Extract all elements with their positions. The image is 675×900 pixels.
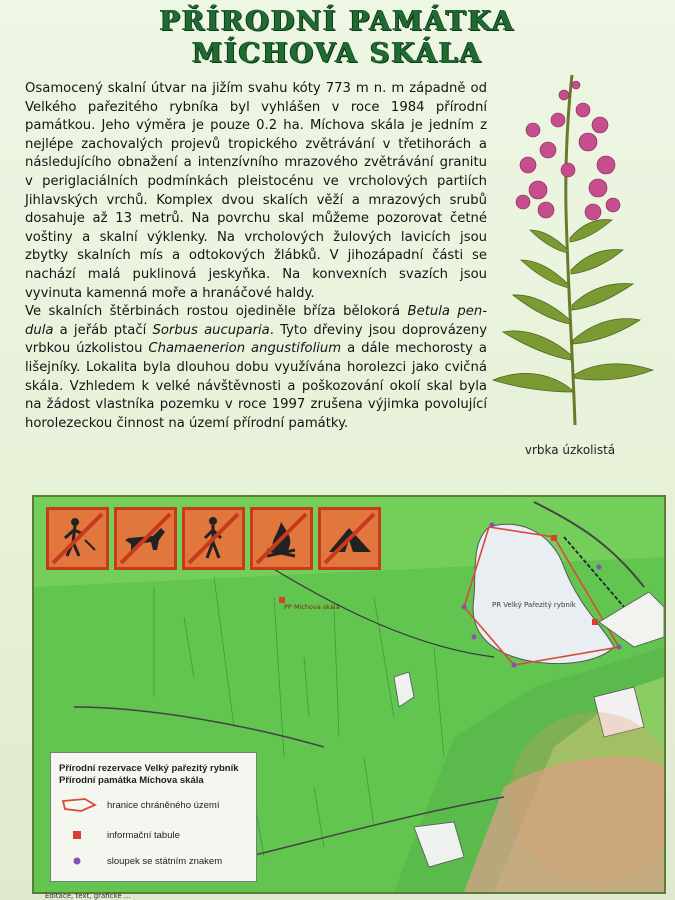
legend-row-boundary bbox=[59, 797, 220, 813]
p2-text-b: a jeřáb ptačí bbox=[53, 322, 153, 338]
prohibition-signs bbox=[46, 507, 381, 573]
legend-row-info-board bbox=[59, 827, 180, 843]
post-symbol-icon bbox=[59, 853, 99, 869]
no-climbing-icon bbox=[46, 507, 109, 570]
legend-label-info-board: informační tabule bbox=[107, 829, 180, 841]
title-line-1: PŘÍRODNÍ PAMÁTKA bbox=[159, 6, 516, 37]
info-board-symbol-icon bbox=[59, 827, 99, 843]
no-dogs-icon bbox=[114, 507, 177, 570]
area-map bbox=[32, 495, 666, 894]
legend-header bbox=[59, 763, 239, 787]
boundary-symbol-icon bbox=[59, 797, 99, 813]
latin-sorbus: Sorbus aucuparia bbox=[152, 322, 270, 338]
paragraph-1: Osamocený skalní útvar na jižím svahu kóty 773 m n. m západně od Velkého pařezitého rybníka byl vyhlášen v roce 1984 přírodní památkou. Jeho výměra je pouze 0.2 ha. Míchova skála je jedním z nejlépe zachovalých projevů tropického zvětrávání v třetihorách a následujícího obnažení a intenzívního mrazového zvětrávání granitu v periglaciálních podmínkách pleistocénu ve vrcholových partiích Jihlavských vrchů. Komplex dvou skalích věží a mrazových srubů dosahuje až 13 metrů. Na povrchu skal můžeme pozorovat četné voštiny a skalní výklenky. Na vrcholových žulových lavicích jsou zbytky skalních mís a odtokových žlábků. V jihozápadní části se nachází malá puklinová jeskyňka. Na konvexních svazích jsou vyvinuta kamenná moře a hranáčové haldy. bbox=[25, 81, 487, 301]
no-fire-icon bbox=[250, 507, 313, 570]
legend-row-post bbox=[59, 853, 222, 869]
p2-text-c: . Tyto dřeviny jsou doprovázeny vrbkou úzkolistou bbox=[25, 322, 487, 357]
latin-chamaenerion: Chamaenerion angustifolium bbox=[148, 341, 342, 357]
rock-label: PP Míchova skála bbox=[284, 603, 340, 611]
fireweed-illustration bbox=[488, 70, 658, 440]
paragraph-2 bbox=[25, 303, 487, 433]
p2-text-d: a dále mechorosty a lišejníky. Lokalita byla dlouhou dobu využívána horolezci jako cvičná skála. Vzhledem k velké návštěvnosti a poškozování okolí skal byla na žádost vlastníka pozemku v roce 1997 zrušena výjimka povolující horolezeckou činnost na území přírodní památky. bbox=[25, 341, 488, 431]
no-leaving-path-icon bbox=[182, 507, 245, 570]
legend-label-boundary: hranice chráněného území bbox=[107, 799, 220, 811]
footer-credits: Editace, text, grafické ... bbox=[45, 892, 131, 900]
description-text bbox=[25, 80, 487, 433]
legend-header-line-2: Přírodní památka Míchova skála bbox=[59, 775, 204, 786]
p2-text-a: Ve skalních štěrbinách rostou ojediněle bříza bělokorá bbox=[25, 304, 408, 320]
pond-label: PR Velký Pařezitý rybník bbox=[492, 601, 576, 609]
legend-header-line-1: Přírodní rezervace Velký pařezitý rybník bbox=[59, 763, 239, 774]
legend-label-post: sloupek se státním znakem bbox=[107, 855, 223, 867]
map-legend bbox=[50, 752, 257, 882]
latin-betula: Betula pen-dula bbox=[25, 304, 487, 338]
title-line-2: MÍCHOVA SKÁLA bbox=[192, 38, 483, 69]
plant-caption: vrbka úzkolistá bbox=[524, 443, 616, 457]
no-camping-icon bbox=[318, 507, 381, 570]
